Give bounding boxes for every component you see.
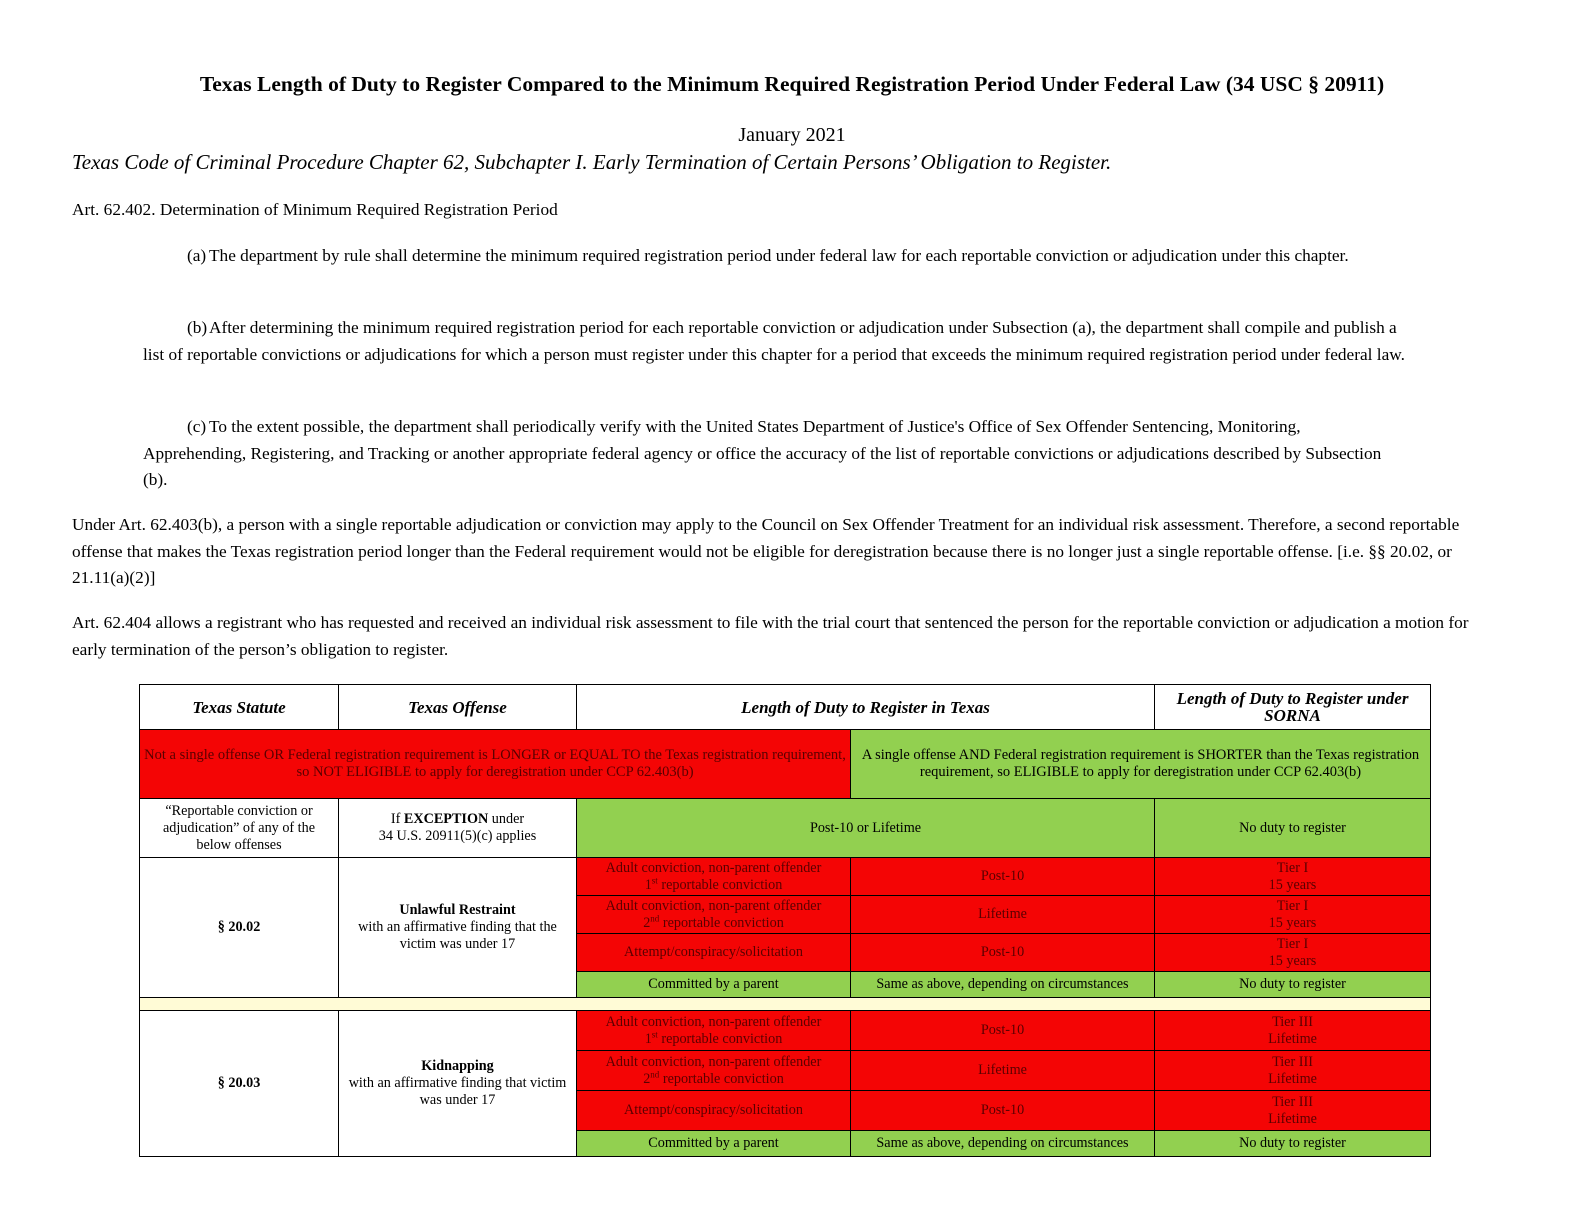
header-texas-statute: Texas Statute: [140, 685, 339, 730]
table-row: [140, 858, 1431, 896]
sorna-length-cell: Tier III Lifetime: [1155, 1051, 1431, 1091]
registration-table: [139, 684, 1431, 1157]
eligibility-banner-row: [140, 730, 1431, 799]
subsection-c: [143, 414, 1383, 494]
texas-length-cell: Post-10: [851, 858, 1155, 896]
table-header-row: [140, 685, 1431, 730]
sorna-length-cell: Tier III Lifetime: [1155, 1011, 1431, 1051]
subsection-label: (c): [187, 417, 207, 436]
parent-sorna-cell: No duty to register: [1155, 972, 1431, 998]
parent-texas-cell: Same as above, depending on circumstances: [851, 1131, 1155, 1157]
parent-sorna-cell: No duty to register: [1155, 1131, 1431, 1157]
offense-cell: Kidnapping with an affirmative finding that victim was under 17: [339, 1011, 577, 1157]
header-sorna-length: Length of Duty to Register under SORNA: [1155, 685, 1431, 730]
subheader-exception: If EXCEPTION under 34 U.S. 20911(5)(c) applies: [339, 799, 577, 858]
texas-length-cell: Post-10: [851, 934, 1155, 972]
document-date: January 2021: [738, 124, 846, 146]
texas-length-cell: Lifetime: [851, 1051, 1155, 1091]
subsection-a: [143, 243, 1433, 270]
subheader-reportable: “Reportable conviction or adjudication” of any of the below offenses: [140, 799, 339, 858]
sorna-length-cell: Tier I 15 years: [1155, 934, 1431, 972]
circumstance-cell: Attempt/conspiracy/solicitation: [577, 934, 851, 972]
group-separator: [140, 998, 1431, 1011]
subheader-no-duty: No duty to register: [1155, 799, 1431, 858]
statute-cell: § 20.03: [140, 1011, 339, 1157]
statute-cell: § 20.02: [140, 858, 339, 998]
offense-cell: Unlawful Restraint with an affirmative finding that the victim was under 17: [339, 858, 577, 998]
circumstance-cell: Adult conviction, non-parent offender 1st reportable conviction: [577, 1011, 851, 1051]
page-title: Texas Length of Duty to Register Compared to the Minimum Required Registration Period Under Federal Law (34 USC § 20911): [199, 72, 1385, 96]
circumstance-cell: Adult conviction, non-parent offender 1st reportable conviction: [577, 858, 851, 896]
subsection-text: To the extent possible, the department shall periodically verify with the United States Department of Justice's Office of Sex Offender Sentencing, Monitoring, Apprehending, Registering, and Tracking or another appropriate federal agency or office the accuracy of the list of reportable convictions or adjudications described by Subsection (b).: [143, 417, 1382, 489]
parent-circumstance-cell: Committed by a parent: [577, 972, 851, 998]
subsection-b: [143, 315, 1413, 368]
texas-length-cell: Post-10: [851, 1091, 1155, 1131]
sorna-length-cell: Tier I 15 years: [1155, 858, 1431, 896]
sorna-length-cell: Tier III Lifetime: [1155, 1091, 1431, 1131]
subsection-text: The department by rule shall determine the minimum required registration period under federal law for each reportable conviction or adjudication under this chapter.: [209, 246, 1349, 265]
table-row: [140, 1011, 1431, 1051]
paragraph-art-404: Art. 62.404 allows a registrant who has requested and received an individual risk assessment to file with the trial court that sentenced the person for the reportable conviction or adjudication a motion for early termination of the person’s obligation to register.: [72, 613, 1469, 659]
circumstance-cell: Adult conviction, non-parent offender 2nd reportable conviction: [577, 896, 851, 934]
art-402-heading: Art. 62.402. Determination of Minimum Required Registration Period: [72, 200, 558, 219]
parent-circumstance-cell: Committed by a parent: [577, 1131, 851, 1157]
circumstance-cell: Adult conviction, non-parent offender 2nd reportable conviction: [577, 1051, 851, 1091]
eligible-banner: A single offense AND Federal registration requirement is SHORTER than the Texas registration requirement, so ELIGIBLE to apply for deregistration under CCP 62.403(b): [851, 730, 1431, 799]
subsection-label: (b): [187, 318, 208, 337]
header-texas-offense: Texas Offense: [339, 685, 577, 730]
sorna-length-cell: Tier I 15 years: [1155, 896, 1431, 934]
subheader-row: [140, 799, 1431, 858]
not-eligible-banner: Not a single offense OR Federal registration requirement is LONGER or EQUAL TO the Texas registration requirement, so NOT ELIGIBLE to apply for deregistration under CCP 62.403(b): [140, 730, 851, 799]
texas-length-cell: Lifetime: [851, 896, 1155, 934]
texas-length-cell: Post-10: [851, 1011, 1155, 1051]
subsection-label: (a): [187, 246, 207, 265]
circumstance-cell: Attempt/conspiracy/solicitation: [577, 1091, 851, 1131]
document-subtitle: Texas Code of Criminal Procedure Chapter 62, Subchapter I. Early Termination of Certain Persons’ Obligation to Register.: [72, 150, 1112, 174]
paragraph-art-403: Under Art. 62.403(b), a person with a single reportable adjudication or conviction may apply to the Council on Sex Offender Treatment for an individual risk assessment. Therefore, a second reportable offense that makes the Texas registration period longer than the Federal requirement would not be eligible for deregistration because there is no longer just a single reportable offense. [i.e. §§ 20.02, or 21.11(a)(2)]: [72, 515, 1460, 587]
parent-texas-cell: Same as above, depending on circumstances: [851, 972, 1155, 998]
subsection-text: After determining the minimum required registration period for each reportable conviction or adjudication under Subsection (a), the department shall compile and publish a list of reportable convictions or adjudications for which a person must register under this chapter for a period that exceeds the minimum required registration period under federal law.: [143, 318, 1405, 364]
subheader-post10-or-lifetime: Post-10 or Lifetime: [577, 799, 1155, 858]
header-texas-length: Length of Duty to Register in Texas: [577, 685, 1155, 730]
